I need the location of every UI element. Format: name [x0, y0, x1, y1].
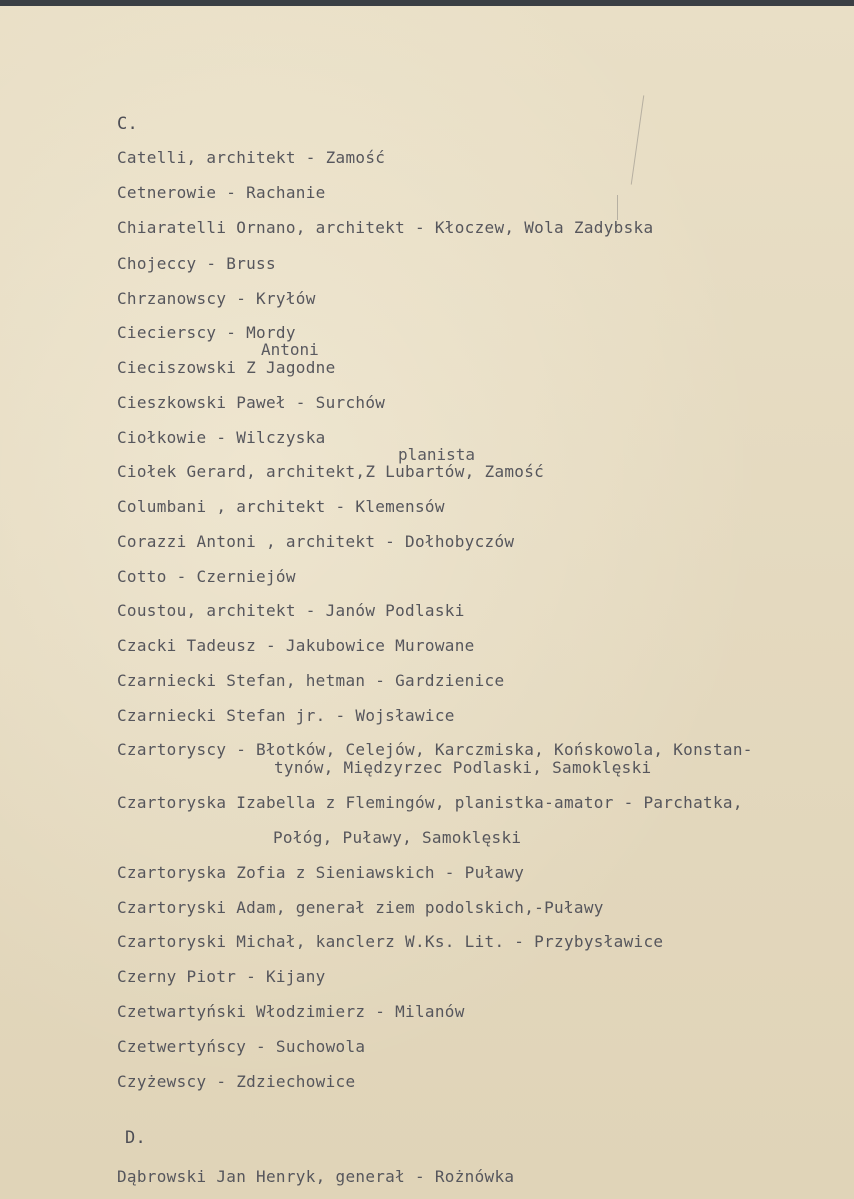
index-entry: Czartoryski Michał, kanclerz W.Ks. Lit. - Przybysławice: [117, 932, 664, 951]
pencil-mark: [631, 95, 645, 184]
index-entry: Catelli, architekt - Zamość: [117, 148, 386, 167]
section-heading-c: C.: [117, 114, 139, 134]
index-entry: Czartoryska Izabella z Flemingów, planistka-amator - Parchatka,: [117, 793, 743, 812]
index-entry: Czarniecki Stefan, hetman - Gardzienice: [117, 671, 505, 690]
index-entry: Ciecierscy - Mordy: [117, 323, 296, 342]
index-entry: Czartoryski Adam, generał ziem podolskich,-Puławy: [117, 898, 604, 917]
index-entry: Czacki Tadeusz - Jakubowice Murowane: [117, 636, 475, 655]
index-entry: Cetnerowie - Rachanie: [117, 183, 326, 202]
index-entry: Dąbrowski Jan Henryk, generał - Rożnówka: [117, 1167, 515, 1186]
index-entry: Czetwartyński Włodzimierz - Milanów: [117, 1002, 465, 1021]
index-entry: Czarniecki Stefan jr. - Wojsławice: [117, 706, 455, 725]
index-entry: Chojeccy - Bruss: [117, 254, 276, 273]
handwritten-insertion-antoni: Antoni: [261, 340, 319, 359]
page-top-edge: [0, 0, 854, 6]
handwritten-insertion-planista: planista: [398, 445, 476, 464]
index-entry: Ciołek Gerard, architekt,Z Lubartów, Zamość: [117, 462, 545, 481]
index-entry: Czartoryscy - Błotków, Celejów, Karczmiska, Końskowola, Konstan-: [117, 740, 753, 759]
index-entry: Columbani , architekt - Klemensów: [117, 497, 445, 516]
index-entry: Ciołkowie - Wilczyska: [117, 428, 326, 447]
index-entry: Czartoryska Zofia z Sieniawskich - Puławy: [117, 863, 525, 882]
index-entry-continuation: Połóg, Puławy, Samoklęski: [273, 828, 522, 847]
section-heading-d: D.: [125, 1128, 147, 1148]
index-entry: Cotto - Czerniejów: [117, 567, 296, 586]
index-entry: Czerny Piotr - Kijany: [117, 967, 326, 986]
index-entry: Cieciszowski Z Jagodne: [117, 358, 336, 377]
index-entry: Chrzanowscy - Kryłów: [117, 289, 316, 308]
index-entry: Czyżewscy - Zdziechowice: [117, 1072, 356, 1091]
index-entry: Czetwertyńscy - Suchowola: [117, 1037, 366, 1056]
pencil-mark: [617, 195, 618, 220]
index-entry: Cieszkowski Paweł - Surchów: [117, 393, 386, 412]
index-entry: Corazzi Antoni , architekt - Dołhobyczów: [117, 532, 515, 551]
index-entry: Chiaratelli Ornano, architekt - Kłoczew, Wola Zadybska: [117, 218, 654, 237]
index-entry-continuation: tynów, Międzyrzec Podlaski, Samoklęski: [274, 758, 652, 777]
index-entry: Coustou, architekt - Janów Podlaski: [117, 601, 465, 620]
